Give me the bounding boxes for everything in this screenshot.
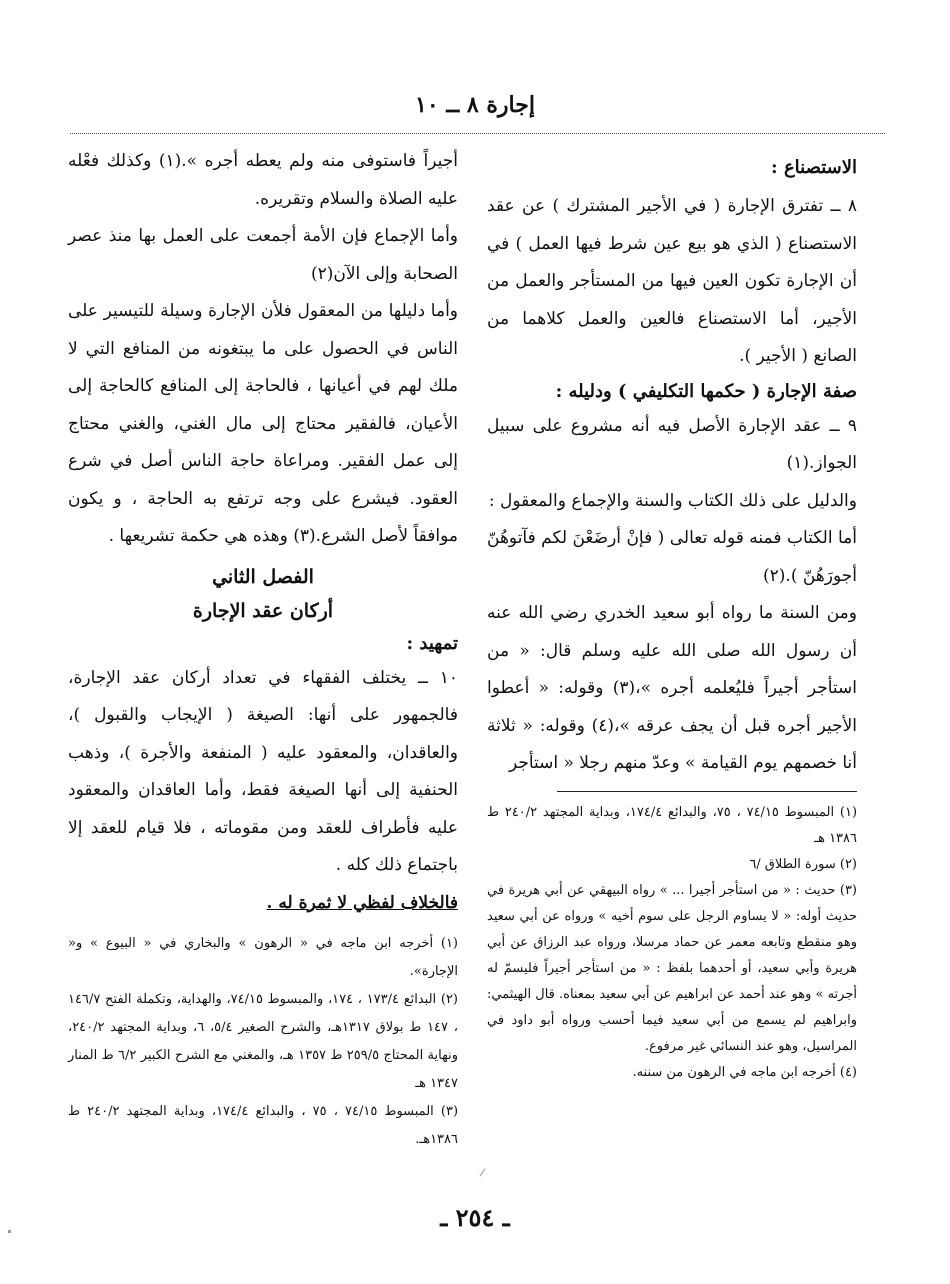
page-number: ـ ٢٥٤ ـ [440,1203,510,1232]
footnote: (٣) المبسوط ٧٤/١٥ ، ٧٥ ، والبدائع ١٧٤/٤، وبداية المجتهد ٢٤٠/٢ ط ١٣٨٦هـ. [68,1104,459,1147]
footnote-divider [557,791,857,792]
paragraph-10: ١٠ ــ يختلف الفقهاء في تعداد أركان عقد الإجارة، فالجمهور على أنها: الصيغة ( الإيجاب والقبول )، والعاقدان، والمعقود عليه ( المنفعة والأجرة )، وذهب الحنفية إلى أنها الصيغة فقط، وأما العاقدان والمعقود عليه فأطراف للعقد ومن مقوماته ، فلا قيام للعقد إلا باجتماع ذلك كله . [68,667,458,875]
paragraph-9-quran: أما الكتاب فمنه قوله تعالى ( فإنْ أرضَعْنَ لكم فآتوهُنّ أجورَهُنّ ).(٢) [487,528,857,586]
paragraph-9-intro: ٩ ــ عقد الإجارة الأصل فيه أنه مشروع على سبيل الجواز.(١) [487,415,857,473]
right-footnotes [487,800,857,1086]
right-column [487,152,857,1086]
page-header-title: إجارة ٨ ــ ١٠ [415,92,535,118]
paragraph-maqul: وأما دليلها من المعقول فلأن الإجارة وسيلة للتيسير على الناس في الحصول على ما يبتغونه من المنافع التي لا ملك لهم في أعيانها ، فالحاجة إلى المنافع كالحاجة إلى الأعيان، فالفقير محتاج إلى مال الغني، والغني محتاج إلى عمل الفقير. ومراعاة حاجة الناس أصل في شرع العقود. فيشرع على وجه ترتفع به الحاجة ، و يكون موافقاً لأصل الشرع.(٣) وهذه هي حكمة تشريعها . [68,301,458,546]
paragraph-ijma: وأما الإجماع فإن الأمة أجمعت على العمل بها منذ عصر الصحابة وإلى الآن(٢) [68,226,458,284]
left-column [68,143,458,1154]
heading-sifat-al-ijara: صفة الإجارة ( حكمها التكليفي ) ودليله : [555,380,857,402]
heading-tamhid: تمهيد : [406,632,458,654]
chapter-title: الفصل الثاني [212,565,314,588]
paragraph-8: ٨ ــ تفترق الإجارة ( في الأجير المشترك ) عن عقد الاستصناع ( الذي هو بيع عين شرط فيها العمل ) في أن الإجارة تكون العين فيها من المستأجر والعمل من الأجير، أما الاستصناع فالعين والعمل كلاهما من الصانع ( الأجير ). [487,196,857,366]
left-footnotes [68,930,458,1154]
footnote: (٤) أخرجه ابن ماجه في الرهون من سننه. [632,1064,857,1080]
header-divider [70,133,885,134]
footnote: (١) أخرجه ابن ماجه في « الرهون » والبخاري في « البيوع » و« الإجارة». [68,936,458,979]
footnote: (١) المبسوط ٧٤/١٥ ، ٧٥، والبدائع ١٧٤/٤، وبداية المجتهد ٢٤٠/٢ ط ١٣٨٦ هـ [487,804,858,846]
scan-speck [480,1169,486,1177]
footnote: (٢) البدائع ١٧٣/٤ ، ١٧٤، والمبسوط ٧٤/١٥، والهداية، وتكملة الفتح ١٤٦/٧ ، ١٤٧ ط بولاق ١٣١٧هـ، والشرح الصغير ٥/٤، ٦، وبداية المجتهد ٢٤٠/٢، ونهاية المحتاج ٢٥٩/٥ ط ١٣٥٧ هـ، والمغني مع الشرح الكبير ٦/٢ ط المنار ١٣٤٧ هـ [68,992,459,1091]
paragraph-hadith-continuation: أجيراً فاستوفى منه ولم يعطه أجره ».(١) وكذلك فعْله عليه الصلاة والسلام وتقريره. [68,151,458,209]
footnote: (٢) سورة الطلاق /٦ [749,856,857,872]
footnote: (٣) حديث : « من استأجر أجيرا ... » رواه البيهقي عن أبي هريرة في حديث أوله: « لا يساوم الرجل على سوم أخيه » ورواه عن أبي سعيد وهو منقطع وتابعه معمر عن حماد مرسلا، ورواه عبد الرزاق عن أبي هريرة وأبي سعيد، أو أحدهما بلفظ : « من استأجر أجيراً فليسمّ له أجرته » وهو عند أحمد عن ابراهيم عن أبي سعيد بمعناه. قال الهيثمي: وابراهيم لم يسمع من أبي سعيد فيما أحسب ورواه أبو داود في المراسيل، وهو عند النسائي غير مرفوع. [486,882,858,1054]
paragraph-9-sunnah: ومن السنة ما رواه أبو سعيد الخدري رضي الله عنه أن رسول الله صلى الله عليه وسلم قال: « من استأجر أجيراً فليُعلمه أجره »،(٣) وقوله: « أعطوا الأجير أجره قبل أن يجف عرقه »،(٤) وقوله: « ثلاثة أنا خصمهم يوم القيامة » وعدّ منهم رجلا « استأجر [487,603,858,773]
scan-speck [8,1230,11,1233]
heading-istisna: الاستصناع : [771,157,857,178]
chapter-subtitle: أركان عقد الإجارة [192,599,334,622]
paragraph-10-conclusion: فالخلاف لفظي لا ثمرة له . [266,892,458,913]
paragraph-9-evidence: والدليل على ذلك الكتاب والسنة والإجماع والمعقول : [488,490,857,511]
